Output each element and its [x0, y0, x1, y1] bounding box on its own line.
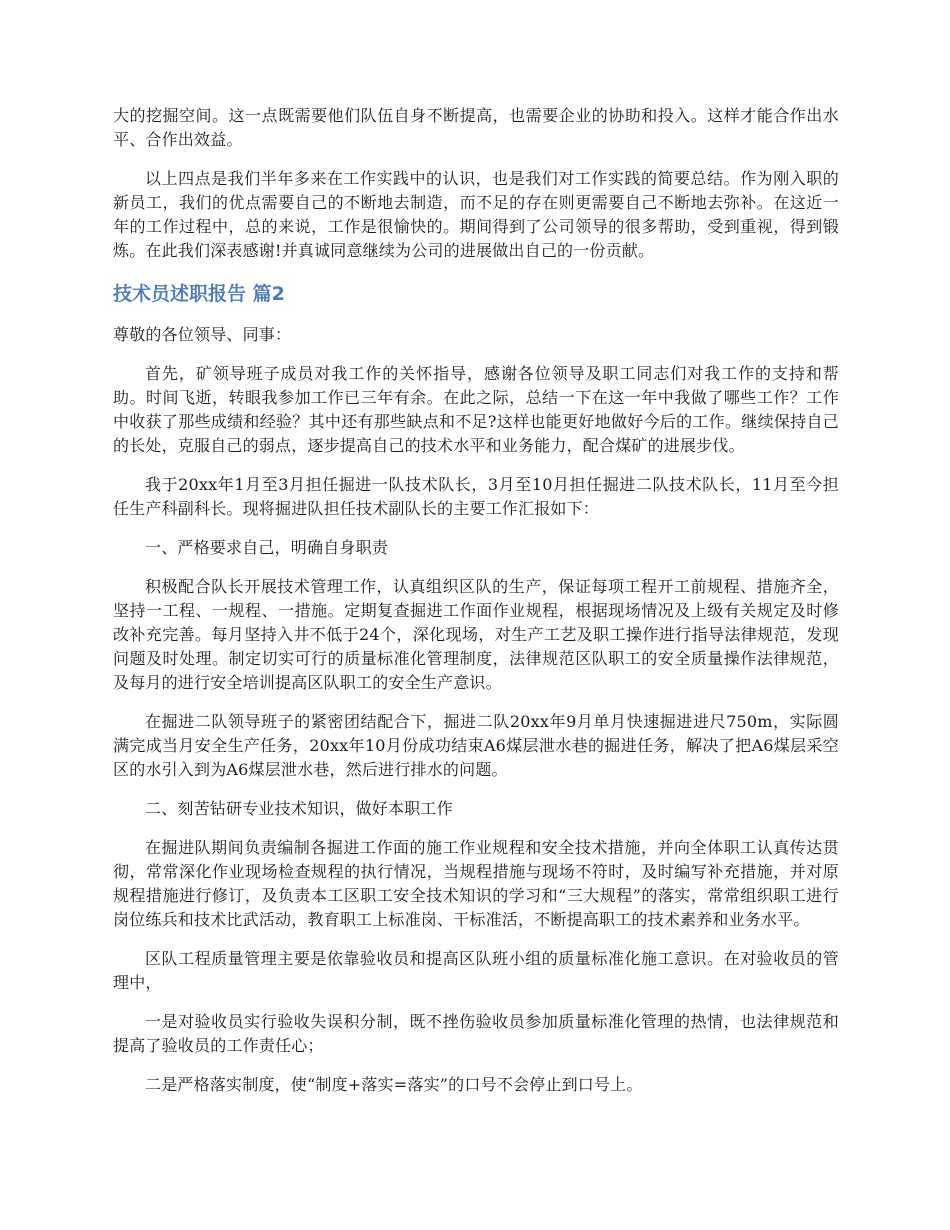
paragraph-3: 首先，矿领导班子成员对我工作的关怀指导，感谢各位领导及职工同志们对我工作的支持和帮助。时间飞逝，转眼我参加工作已三年有余。在此之际，总结一下在这一年中我做了哪些工作？工作中收获了那些成绩和经验？其中还有那些缺点和不足?这样也能更好地做好今后的工作。继续保持自己的长处，克服自己的弱点，逐步提高自己的技术水平和业务能力，配合煤矿的进展步伐。 [113, 364, 839, 455]
paragraph-5: 积极配合队长开展技术管理工作，认真组织区队的生产，保证每项工程开工前规程、措施齐全，坚持一工程、一规程、一措施。定期复查掘进工作面作业规程，根据现场情况及上级有关规定及时修改补充完善。每月坚持入井不低于24个，深化现场，对生产工艺及职工操作进行指导法律规范，发现问题及时处理。制定切实可行的质量标准化管理制度，法律规范区队职工的安全质量操作法律规范，及每月的进行安全培训提高区队职工的安全生产意识。 [113, 577, 839, 692]
paragraph-2: 以上四点是我们半年多来在工作实践中的认识，也是我们对工作实践的简要总结。作为刚入职的新员工，我们的优点需要自己的不断地去制造，而不足的存在则更需要自己不断地去弥补。在这近一年的工作过程中，总的来说，工作是很愉快的。期间得到了公司领导的很多帮助，受到重视，得到锻炼。在此我们深表感谢!并真诚同意继续为公司的进展做出自己的一份贡献。 [113, 169, 839, 260]
subheading-1: 一、严格要求自己，明确自身职责 [145, 538, 389, 557]
paragraph-4: 我于20xx年1月至3月担任掘进一队技术队长，3月至10月担任掘进二队技术队长，11月至今担任生产科副科长。现将掘进队担任技术副队长的主要工作汇报如下： [113, 475, 839, 518]
section-heading: 技术员述职报告 篇2 [113, 283, 285, 305]
document-page [113, 104, 839, 1097]
paragraph-9: 一是对验收员实行验收失误积分制，既不挫伤验收员参加质量标准化管理的热情，也法律规范和提高了验收员的工作责任心； [113, 1012, 839, 1055]
paragraph-8: 区队工程质量管理主要是依靠验收员和提高区队班小组的质量标准化施工意识。在对验收员的管理中， [113, 949, 839, 992]
subheading-2: 二、刻苦钻研专业技术知识，做好本职工作 [145, 799, 453, 818]
paragraph-7: 在掘进队期间负责编制各掘进工作面的施工作业规程和安全技术措施，并向全体职工认真传达贯彻，常常深化作业现场检查规程的执行情况，当规程措施与现场不符时，及时编写补充措施，并对原规程措施进行修订，及负责本工区职工安全技术知识的学习和“三大规程”的落实，常常组织职工进行岗位练兵和技术比武活动，教育职工上标准岗、干标准活，不断提高职工的技术素养和业务水平。 [113, 838, 839, 929]
paragraph-1: 大的挖掘空间。这一点既需要他们队伍自身不断提高，也需要企业的协助和投入。这样才能合作出水平、合作出效益。 [113, 106, 839, 149]
salutation: 尊敬的各位领导、同事： [113, 325, 292, 344]
paragraph-10: 二是严格落实制度，使“制度+落实=落实”的口号不会停止到口号上。 [145, 1075, 643, 1094]
paragraph-6: 在掘进二队领导班子的紧密团结配合下，掘进二队20xx年9月单月快速掘进进尺750m，实际圆满完成当月安全生产任务，20xx年10月份成功结束A6煤层泄水巷的掘进任务，解决了把A6煤层采空区的水引入到为A6煤层泄水巷，然后进行排水的问题。 [113, 712, 839, 779]
